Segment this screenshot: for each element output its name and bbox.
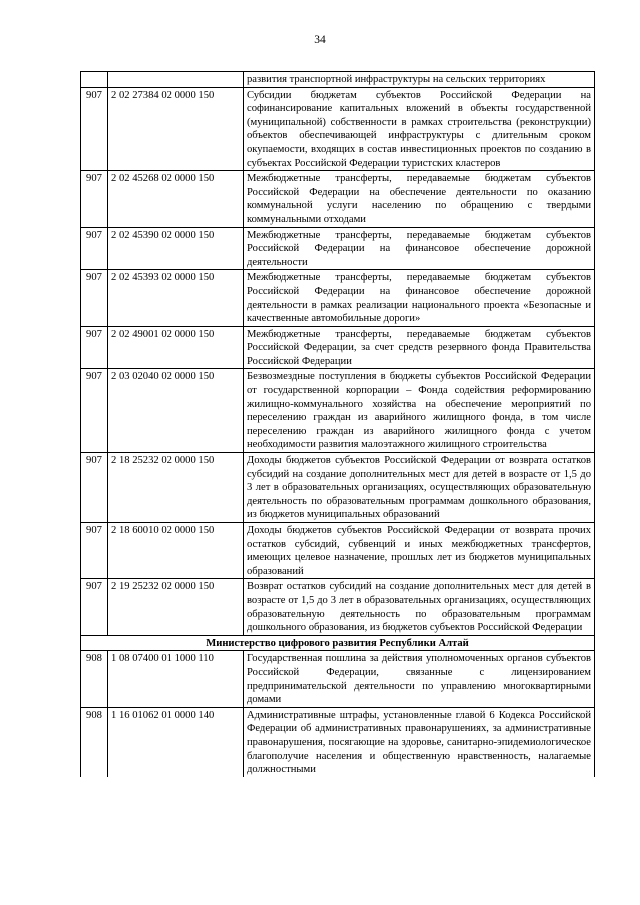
table-row <box>81 270 595 326</box>
table-row <box>81 707 595 776</box>
description-cell: Доходы бюджетов субъектов Российской Федерации от возврата прочих остатков субсидий, субвенций и иных межбюджетных трансфертов, имеющих целевое назначение, прошлых лет из бюджетов муниципальных образований <box>244 523 595 579</box>
table-row <box>81 87 595 171</box>
description-cell: Межбюджетные трансферты, передаваемые бюджетам субъектов Российской Федерации на обеспечение деятельности по оказанию коммунальной услуги населению по обращению с твердыми коммунальными отходами <box>244 171 595 227</box>
description-cell: Возврат остатков субсидий на создание дополнительных мест для детей в возрасте от 1,5 до 3 лет в образовательных организациях, осуществляющих образовательную деятельность по образовательным программам дошкольного образования, из бюджетов субъектов Российской Федерации <box>244 579 595 635</box>
table-row <box>81 72 595 88</box>
budget-code-cell: 1 16 01062 01 0000 140 <box>108 707 244 776</box>
description-cell: Административные штрафы, установленные главой 6 Кодекса Российской Федерации об административных правонарушениях, за административные правонарушения, посягающие на здоровье, санитарно-эпидемиологическое благополучие населения и общественную нравственность, налагаемые должностными <box>244 707 595 776</box>
table-row <box>81 453 595 523</box>
budget-code-cell: 2 03 02040 02 0000 150 <box>108 369 244 453</box>
description-cell: Безвозмездные поступления в бюджеты субъектов Российской Федерации от государственной корпорации – Фонда содействия реформированию жилищно-коммунального хозяйства на обеспечение мероприятий по переселению граждан из аварийного жилищного фонда, в том числе переселению граждан из аварийного жилищного фонда с учетом необходимости развития малоэтажного жилищного строительства <box>244 369 595 453</box>
table-row <box>81 369 595 453</box>
section-header-row <box>81 635 595 651</box>
description-cell: Доходы бюджетов субъектов Российской Федерации от возврата остатков субсидий на создание дополнительных мест для детей в возрасте от 1,5 до 3 лет в образовательных организациях, осуществляющих образовательную деятельность по образовательным программам дошкольного образования, из бюджетов муниципальных образований <box>244 453 595 523</box>
admin-code-cell: 907 <box>81 453 108 523</box>
admin-code-cell: 907 <box>81 227 108 270</box>
revenue-classification-table <box>80 71 595 777</box>
description-cell: развития транспортной инфраструктуры на сельских территориях <box>244 72 595 88</box>
admin-code-cell: 907 <box>81 326 108 369</box>
table-row <box>81 523 595 579</box>
budget-code-cell: 2 02 49001 02 0000 150 <box>108 326 244 369</box>
budget-code-cell: 1 08 07400 01 1000 110 <box>108 651 244 707</box>
table-row <box>81 651 595 707</box>
admin-code-cell: 907 <box>81 523 108 579</box>
admin-code-cell <box>81 72 108 88</box>
admin-code-cell: 908 <box>81 651 108 707</box>
table-row <box>81 326 595 369</box>
table-row <box>81 227 595 270</box>
budget-code-cell: 2 02 27384 02 0000 150 <box>108 87 244 171</box>
section-title: Министерство цифрового развития Республики Алтай <box>81 635 595 651</box>
admin-code-cell: 907 <box>81 270 108 326</box>
admin-code-cell: 907 <box>81 171 108 227</box>
description-cell: Межбюджетные трансферты, передаваемые бюджетам субъектов Российской Федерации на финансовое обеспечение дорожной деятельности <box>244 227 595 270</box>
description-cell: Межбюджетные трансферты, передаваемые бюджетам субъектов Российской Федерации на финансовое обеспечение дорожной деятельности в рамках реализации национального проекта «Безопасные и качественные автомобильные дороги» <box>244 270 595 326</box>
description-cell: Государственная пошлина за действия уполномоченных органов субъектов Российской Федерации, связанные с лицензированием предпринимательской деятельности по управлению многоквартирными домами <box>244 651 595 707</box>
admin-code-cell: 907 <box>81 87 108 171</box>
table-row <box>81 171 595 227</box>
page-number: 34 <box>314 34 326 46</box>
admin-code-cell: 908 <box>81 707 108 776</box>
budget-code-cell: 2 18 25232 02 0000 150 <box>108 453 244 523</box>
table-row <box>81 579 595 635</box>
budget-code-cell: 2 18 60010 02 0000 150 <box>108 523 244 579</box>
budget-code-cell: 2 02 45268 02 0000 150 <box>108 171 244 227</box>
description-cell: Межбюджетные трансферты, передаваемые бюджетам субъектов Российской Федерации, за счет средств резервного фонда Правительства Российской Федерации <box>244 326 595 369</box>
budget-code-cell: 2 02 45390 02 0000 150 <box>108 227 244 270</box>
description-cell: Субсидии бюджетам субъектов Российской Федерации на софинансирование капитальных вложений в объекты государственной (муниципальной) собственности в рамках строительства (реконструкции) объектов обеспечивающей инфраструктуры с длительным сроком окупаемости, входящих в состав инвестиционных проектов по созданию в субъектах Российской Федерации туристских кластеров <box>244 87 595 171</box>
budget-code-cell: 2 19 25232 02 0000 150 <box>108 579 244 635</box>
admin-code-cell: 907 <box>81 579 108 635</box>
admin-code-cell: 907 <box>81 369 108 453</box>
budget-code-cell: 2 02 45393 02 0000 150 <box>108 270 244 326</box>
budget-code-cell <box>108 72 244 88</box>
